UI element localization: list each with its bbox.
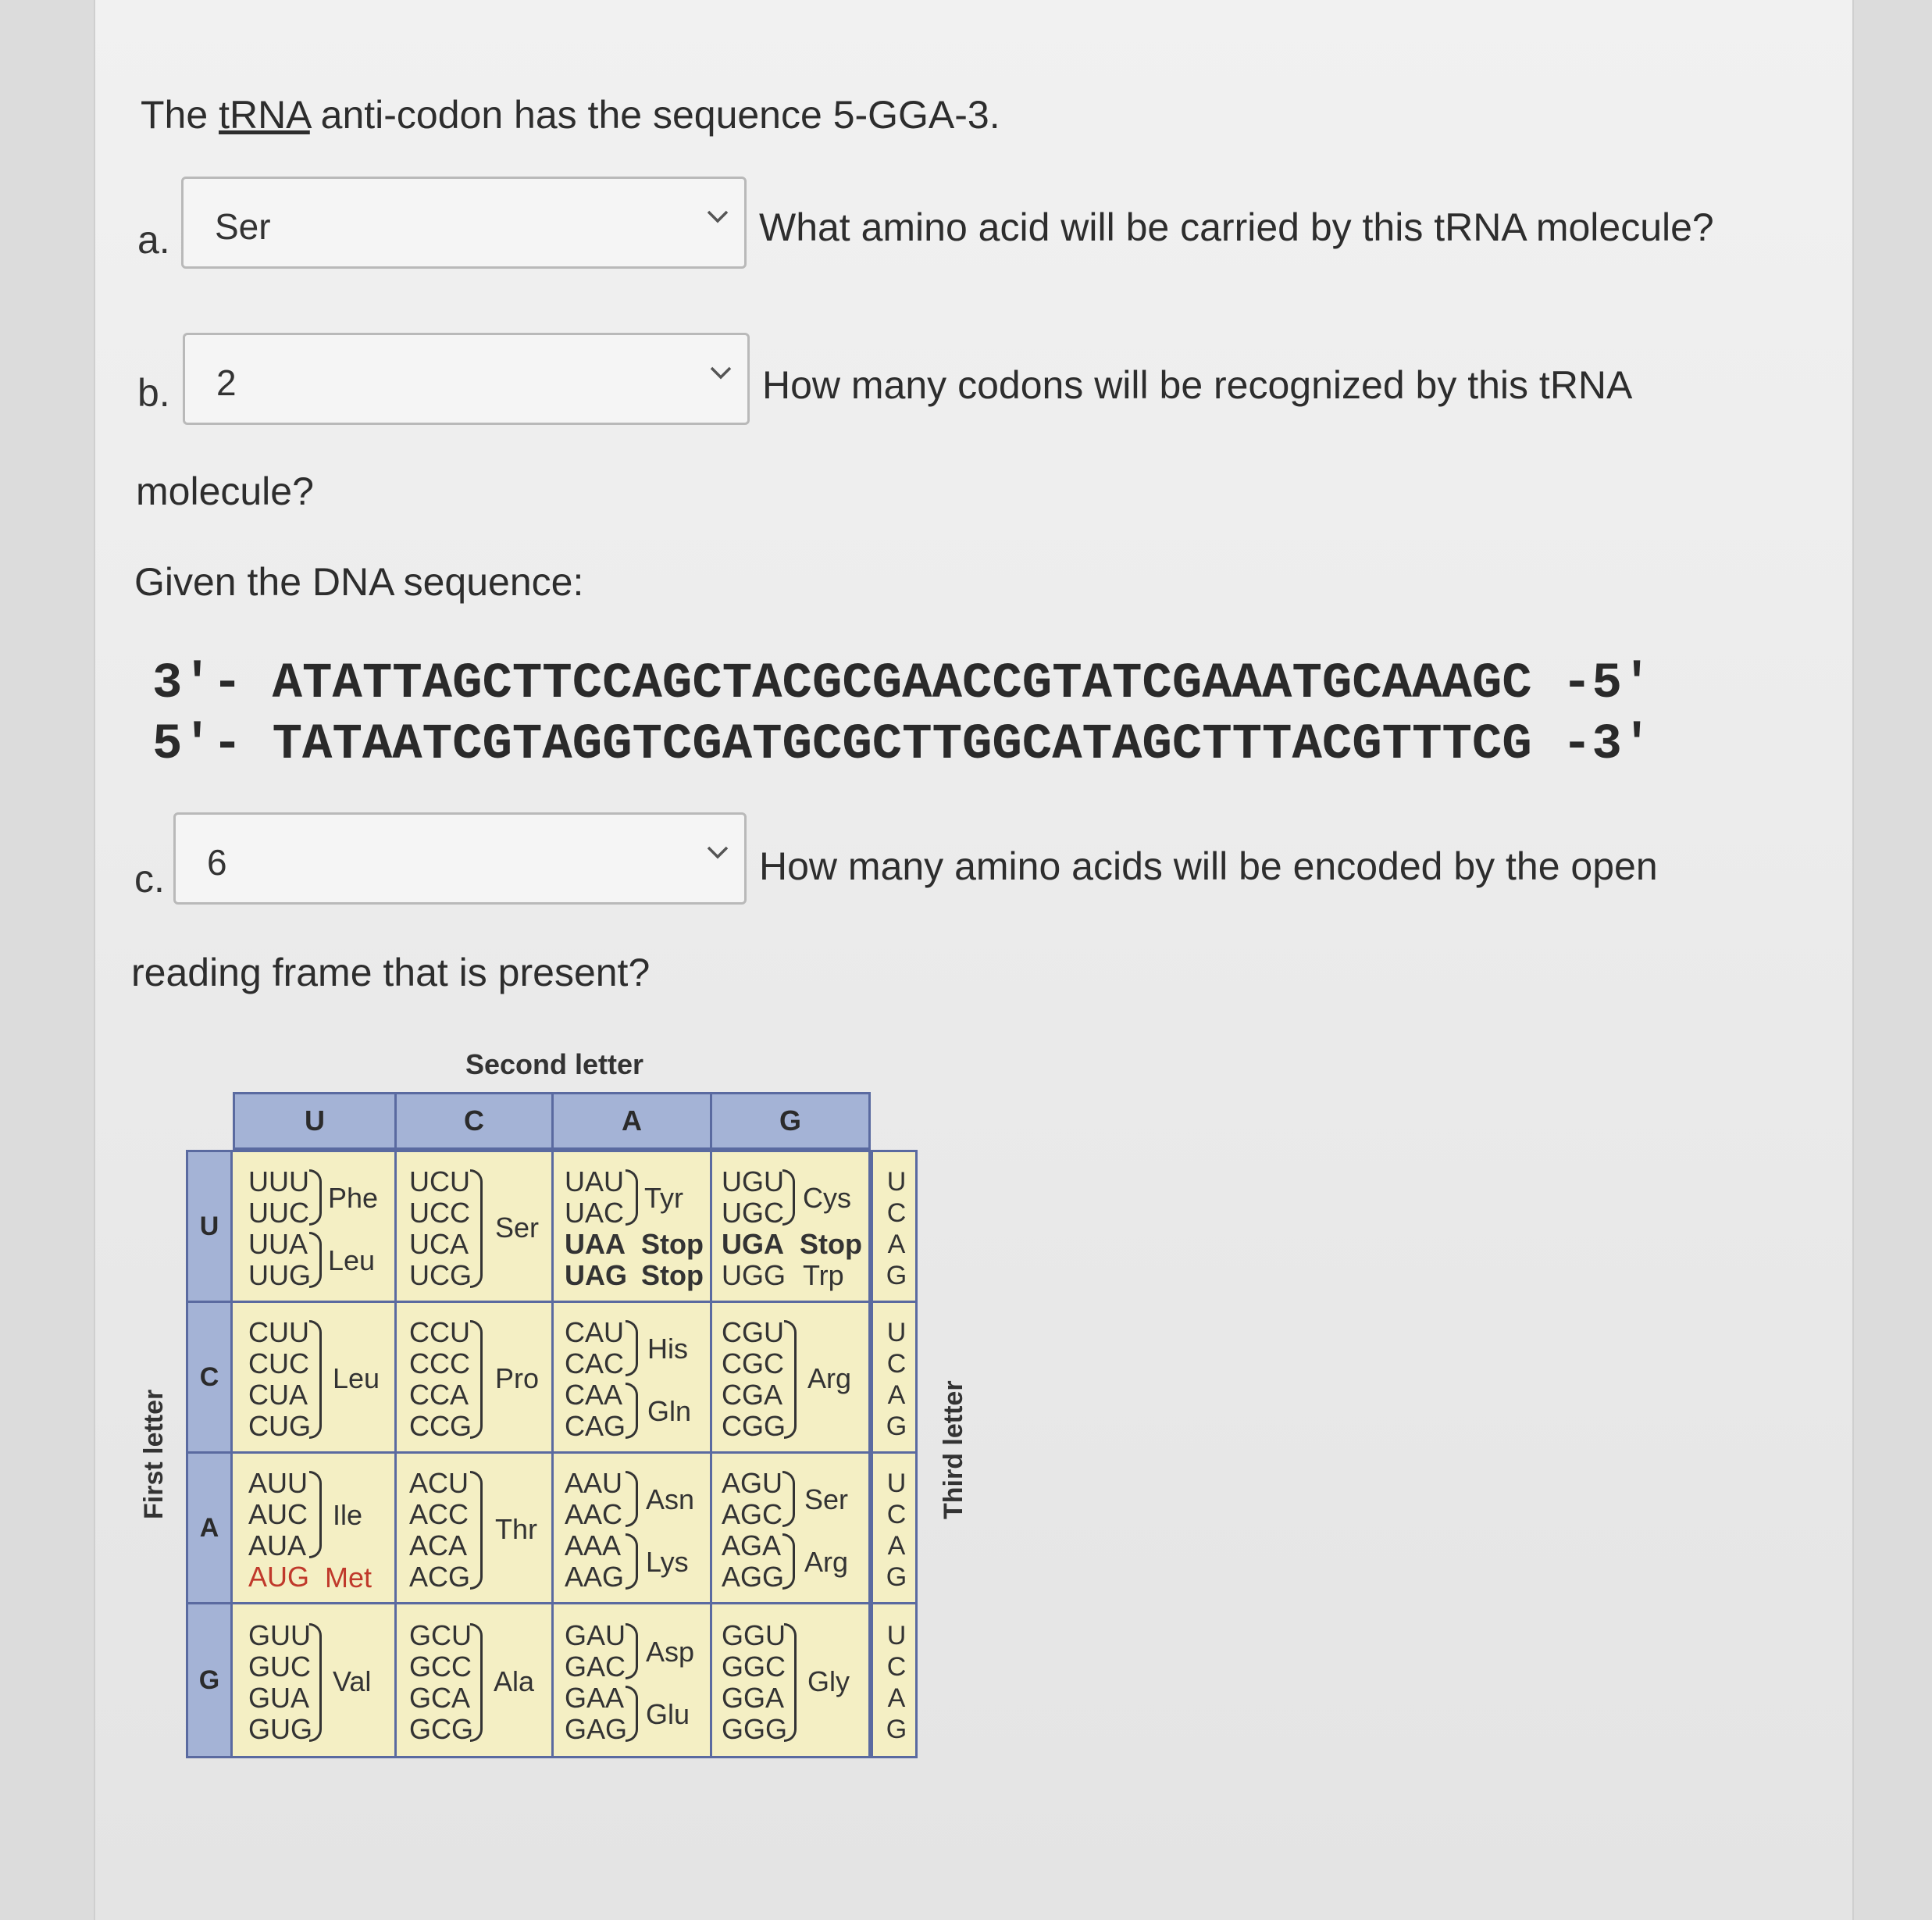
amino-acid: Gln bbox=[647, 1395, 692, 1427]
third-letter: A bbox=[887, 1683, 906, 1713]
codon: UGU bbox=[722, 1165, 784, 1197]
codon: AUA bbox=[248, 1529, 307, 1561]
codon: CCC bbox=[409, 1347, 470, 1379]
third-letter: G bbox=[886, 1562, 907, 1592]
codon: CGU bbox=[722, 1316, 784, 1348]
amino-acid-start: Met bbox=[325, 1561, 372, 1593]
codon: UCG bbox=[409, 1259, 472, 1291]
second-letter-label: Second letter bbox=[465, 1048, 644, 1080]
codon: CGG bbox=[722, 1410, 786, 1442]
codon: AUU bbox=[248, 1467, 308, 1499]
third-letter: U bbox=[886, 1621, 907, 1651]
codon-cell-ua bbox=[551, 1150, 712, 1303]
codon: CGA bbox=[722, 1379, 783, 1411]
codon: UGG bbox=[722, 1259, 786, 1291]
codon-cell-aa bbox=[551, 1451, 712, 1604]
part-c-question: How many amino acids will be encoded by the open bbox=[759, 844, 1658, 888]
codon: CUC bbox=[248, 1347, 309, 1379]
chevron-down-icon bbox=[704, 202, 732, 230]
codon: CAA bbox=[565, 1379, 623, 1411]
codon-cell-gu bbox=[230, 1602, 397, 1758]
codon-cell-gc bbox=[394, 1602, 554, 1758]
brace bbox=[626, 1686, 638, 1742]
codon: GAA bbox=[565, 1682, 625, 1714]
codon: ACG bbox=[409, 1561, 471, 1593]
amino-acid: Leu bbox=[333, 1362, 380, 1394]
stop-label: Stop bbox=[641, 1228, 704, 1260]
amino-acid: Arg bbox=[807, 1362, 852, 1394]
codon: UGC bbox=[722, 1197, 784, 1229]
column-header-u: U bbox=[233, 1092, 397, 1150]
codon-cell-cc bbox=[394, 1301, 554, 1454]
codon: UCC bbox=[409, 1197, 470, 1229]
codon: GCC bbox=[409, 1651, 472, 1683]
codon: UUU bbox=[248, 1165, 309, 1197]
brace bbox=[626, 1533, 638, 1590]
third-letter-cell-a bbox=[871, 1451, 918, 1604]
stop-label: Stop bbox=[641, 1259, 704, 1291]
brace bbox=[309, 1471, 322, 1558]
codon: UUC bbox=[248, 1197, 309, 1229]
amino-acid: Pro bbox=[495, 1362, 540, 1394]
dna-strand-top: 3'- ATATTAGCTTCCAGCTACGCGAACCGTATCGAAATGCAAAGC -5' bbox=[152, 656, 1652, 712]
third-letter: U bbox=[886, 1469, 907, 1498]
brace bbox=[782, 1169, 795, 1226]
brace bbox=[784, 1623, 797, 1742]
codon: UAC bbox=[565, 1197, 625, 1229]
codon: AGC bbox=[722, 1498, 783, 1530]
chevron-down-icon bbox=[704, 838, 732, 866]
part-a-label: a. bbox=[137, 218, 170, 262]
question-intro: The tRNA anti-codon has the sequence 5-GGA-3. bbox=[141, 93, 1000, 137]
codon-cell-ac bbox=[394, 1451, 554, 1604]
third-letter-label: Third letter bbox=[939, 1380, 968, 1519]
codon: AGU bbox=[722, 1467, 783, 1499]
third-letter: C bbox=[886, 1198, 907, 1228]
amino-acid: Leu bbox=[328, 1244, 376, 1276]
amino-acid: Ala bbox=[494, 1665, 535, 1697]
amino-acid: Tyr bbox=[644, 1182, 683, 1214]
third-letter-cell-u bbox=[871, 1150, 918, 1303]
codon: AUC bbox=[248, 1498, 308, 1530]
part-c-label: c. bbox=[134, 857, 165, 901]
codon: GGC bbox=[722, 1651, 786, 1683]
chevron-down-icon bbox=[707, 359, 735, 387]
amino-acid: Lys bbox=[646, 1546, 689, 1578]
codon: UCU bbox=[409, 1165, 470, 1197]
codon: GCG bbox=[409, 1713, 474, 1745]
codon: CCA bbox=[409, 1379, 469, 1411]
codon: GCU bbox=[409, 1619, 472, 1651]
given-dna-heading: Given the DNA sequence: bbox=[134, 560, 584, 604]
codon-cell-ga bbox=[551, 1602, 712, 1758]
amino-acid: Ser bbox=[804, 1483, 849, 1515]
codon: GUU bbox=[248, 1619, 311, 1651]
third-letter: C bbox=[886, 1652, 907, 1682]
trna-term: tRNA bbox=[219, 93, 310, 137]
dna-strand-bottom: 5'- TATAATCGTAGGTCGATGCGCTTGGCATAGCTTTACGTTTCG -3' bbox=[152, 717, 1652, 773]
codon-cell-ca bbox=[551, 1301, 712, 1454]
part-a-selected-value: Ser bbox=[215, 206, 271, 247]
third-letter: C bbox=[886, 1349, 907, 1379]
brace bbox=[626, 1383, 638, 1439]
codon: CAG bbox=[565, 1410, 626, 1442]
codon: ACU bbox=[409, 1467, 469, 1499]
codon-cell-au bbox=[230, 1451, 397, 1604]
part-b-select[interactable] bbox=[183, 333, 750, 425]
codon: GGU bbox=[722, 1619, 786, 1651]
amino-acid: Trp bbox=[803, 1259, 844, 1291]
brace bbox=[784, 1320, 797, 1439]
codon-cell-cg bbox=[710, 1301, 871, 1454]
codon: GUA bbox=[248, 1682, 310, 1714]
codon-cell-ag bbox=[710, 1451, 871, 1604]
brace bbox=[626, 1320, 638, 1376]
amino-acid: Phe bbox=[328, 1182, 379, 1214]
third-letter: U bbox=[886, 1167, 907, 1197]
column-header-c: C bbox=[394, 1092, 554, 1150]
third-letter: A bbox=[887, 1380, 906, 1410]
codon-cell-gg bbox=[710, 1602, 871, 1758]
codon: UUA bbox=[248, 1228, 308, 1260]
part-c-select[interactable] bbox=[173, 812, 747, 905]
stop-codon: UAG bbox=[565, 1259, 627, 1291]
part-c-question-continuation: reading frame that is present? bbox=[131, 951, 651, 994]
part-b-question-continuation: molecule? bbox=[136, 469, 314, 513]
brace bbox=[626, 1471, 638, 1527]
brace bbox=[626, 1623, 638, 1679]
codon: CAU bbox=[565, 1316, 625, 1348]
third-letter: A bbox=[887, 1531, 906, 1561]
codon: GGA bbox=[722, 1682, 785, 1714]
brace bbox=[470, 1623, 483, 1742]
codon-cell-uu bbox=[230, 1150, 397, 1303]
codon: GUC bbox=[248, 1651, 311, 1683]
amino-acid: Asp bbox=[646, 1636, 695, 1668]
amino-acid: Val bbox=[333, 1665, 372, 1697]
brace bbox=[470, 1169, 483, 1288]
part-b-selected-value: 2 bbox=[216, 362, 237, 403]
stop-codon: UAA bbox=[565, 1228, 626, 1260]
codon-cell-uc bbox=[394, 1150, 554, 1303]
brace bbox=[309, 1232, 322, 1288]
codon: UUG bbox=[248, 1259, 311, 1291]
row-header-g: G bbox=[186, 1602, 233, 1758]
codon: GAU bbox=[565, 1619, 626, 1651]
row-header-c: C bbox=[186, 1301, 233, 1454]
codon: CUU bbox=[248, 1316, 309, 1348]
codon: AAA bbox=[565, 1529, 622, 1561]
codon: UAU bbox=[565, 1165, 625, 1197]
codon: AAC bbox=[565, 1498, 623, 1530]
codon: ACC bbox=[409, 1498, 469, 1530]
third-letter: G bbox=[886, 1715, 907, 1744]
brace bbox=[782, 1471, 795, 1527]
codon: UCA bbox=[409, 1228, 469, 1260]
brace bbox=[626, 1169, 638, 1226]
brace bbox=[309, 1169, 322, 1226]
codon: GGG bbox=[722, 1713, 788, 1745]
codon-cell-cu bbox=[230, 1301, 397, 1454]
brace bbox=[309, 1320, 322, 1439]
codon: CGC bbox=[722, 1347, 784, 1379]
codon-cell-ug bbox=[710, 1150, 871, 1303]
brace bbox=[782, 1533, 795, 1590]
amino-acid: Asn bbox=[646, 1483, 695, 1515]
amino-acid: Gly bbox=[807, 1665, 850, 1697]
part-b-label: b. bbox=[137, 371, 170, 415]
third-letter: C bbox=[886, 1500, 907, 1529]
stop-label: Stop bbox=[800, 1228, 862, 1260]
brace bbox=[309, 1623, 322, 1742]
amino-acid: Ile bbox=[333, 1499, 363, 1531]
codon: GCA bbox=[409, 1682, 471, 1714]
codon: AGA bbox=[722, 1529, 782, 1561]
column-header-g: G bbox=[710, 1092, 871, 1150]
codon: AAU bbox=[565, 1467, 623, 1499]
amino-acid: Arg bbox=[804, 1546, 849, 1578]
part-a-select[interactable] bbox=[181, 177, 747, 269]
brace bbox=[470, 1320, 483, 1439]
codon: CAC bbox=[565, 1347, 625, 1379]
column-header-a: A bbox=[551, 1092, 712, 1150]
third-letter-cell-c bbox=[871, 1301, 918, 1454]
stop-codon: UGA bbox=[722, 1228, 784, 1260]
third-letter: A bbox=[887, 1229, 906, 1259]
codon: AGG bbox=[722, 1561, 785, 1593]
start-codon: AUG bbox=[248, 1561, 310, 1593]
codon: ACA bbox=[409, 1529, 468, 1561]
codon: CCG bbox=[409, 1410, 472, 1442]
amino-acid: Ser bbox=[495, 1212, 540, 1244]
row-header-a: A bbox=[186, 1451, 233, 1604]
amino-acid: Glu bbox=[646, 1698, 690, 1730]
part-b-question: How many codons will be recognized by this tRNA bbox=[762, 363, 1633, 407]
third-letter: U bbox=[886, 1318, 907, 1347]
codon: CCU bbox=[409, 1316, 470, 1348]
codon: CUA bbox=[248, 1379, 308, 1411]
third-letter-cell-g bbox=[871, 1602, 918, 1758]
third-letter: G bbox=[886, 1411, 907, 1441]
part-c-selected-value: 6 bbox=[207, 842, 227, 883]
third-letter: G bbox=[886, 1261, 907, 1290]
first-letter-label: First letter bbox=[139, 1389, 169, 1519]
amino-acid: His bbox=[647, 1333, 688, 1365]
codon: GAC bbox=[565, 1651, 626, 1683]
amino-acid: Cys bbox=[803, 1182, 851, 1214]
row-header-u: U bbox=[186, 1150, 233, 1303]
codon: GUG bbox=[248, 1713, 313, 1745]
codon: CUG bbox=[248, 1410, 311, 1442]
codon: GAG bbox=[565, 1713, 628, 1745]
amino-acid: Thr bbox=[495, 1513, 537, 1545]
brace bbox=[470, 1471, 483, 1590]
codon: AAG bbox=[565, 1561, 625, 1593]
part-a-question: What amino acid will be carried by this tRNA molecule? bbox=[759, 205, 1714, 249]
